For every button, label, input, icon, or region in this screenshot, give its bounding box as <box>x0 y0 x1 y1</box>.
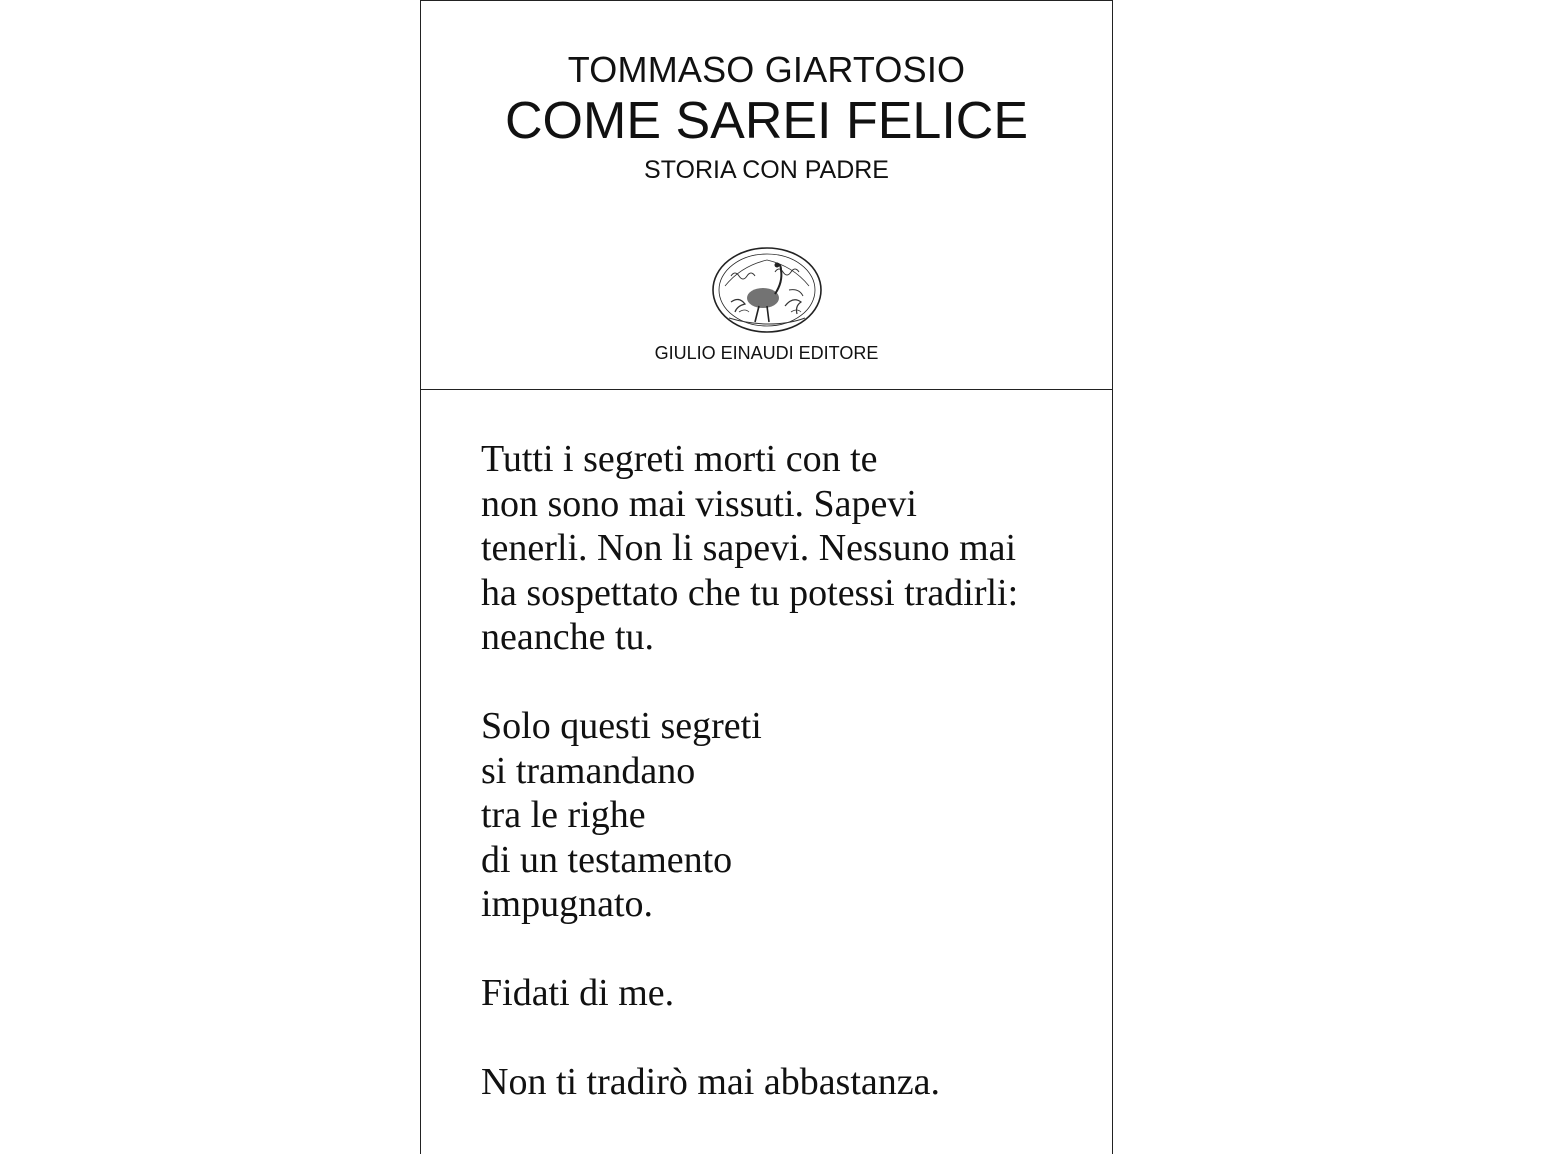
cover-header <box>421 1 1112 390</box>
poem-line: Tutti i segreti morti con te <box>481 438 878 480</box>
poem-line: tra le righe <box>481 794 646 836</box>
author-name: TOMMASO GIARTOSIO <box>567 49 966 90</box>
stanza-4 <box>481 1060 1101 1105</box>
book-cover <box>420 0 1113 1154</box>
poem-line: ha sospettato che tu potessi tradirli: <box>481 571 1019 614</box>
einaudi-ostrich-emblem-icon <box>711 246 823 334</box>
poem-line: Non ti tradirò mai abbastanza. <box>481 1061 941 1103</box>
stanza-3 <box>481 971 1101 1016</box>
poem-line: Fidati di me. <box>481 972 675 1014</box>
poem-line: neanche tu. <box>481 616 655 658</box>
poem-line: non sono mai vissuti. Sapevi <box>481 482 917 525</box>
stanza-2 <box>481 704 1101 927</box>
poem-line: di un testamento <box>481 838 733 881</box>
poem-text <box>481 437 1101 1149</box>
publisher-name: GIULIO EINAUDI EDITORE <box>654 343 879 363</box>
poem-line: Solo questi segreti <box>481 705 762 747</box>
poem-line: impugnato. <box>481 883 654 925</box>
book-subtitle: STORIA CON PADRE <box>644 156 889 184</box>
poem-line: tenerli. Non li sapevi. Nessuno mai <box>481 527 1017 569</box>
book-title: COME SAREI FELICE <box>505 92 1028 150</box>
stanza-1 <box>481 437 1101 660</box>
poem-line: si tramandano <box>481 749 696 792</box>
